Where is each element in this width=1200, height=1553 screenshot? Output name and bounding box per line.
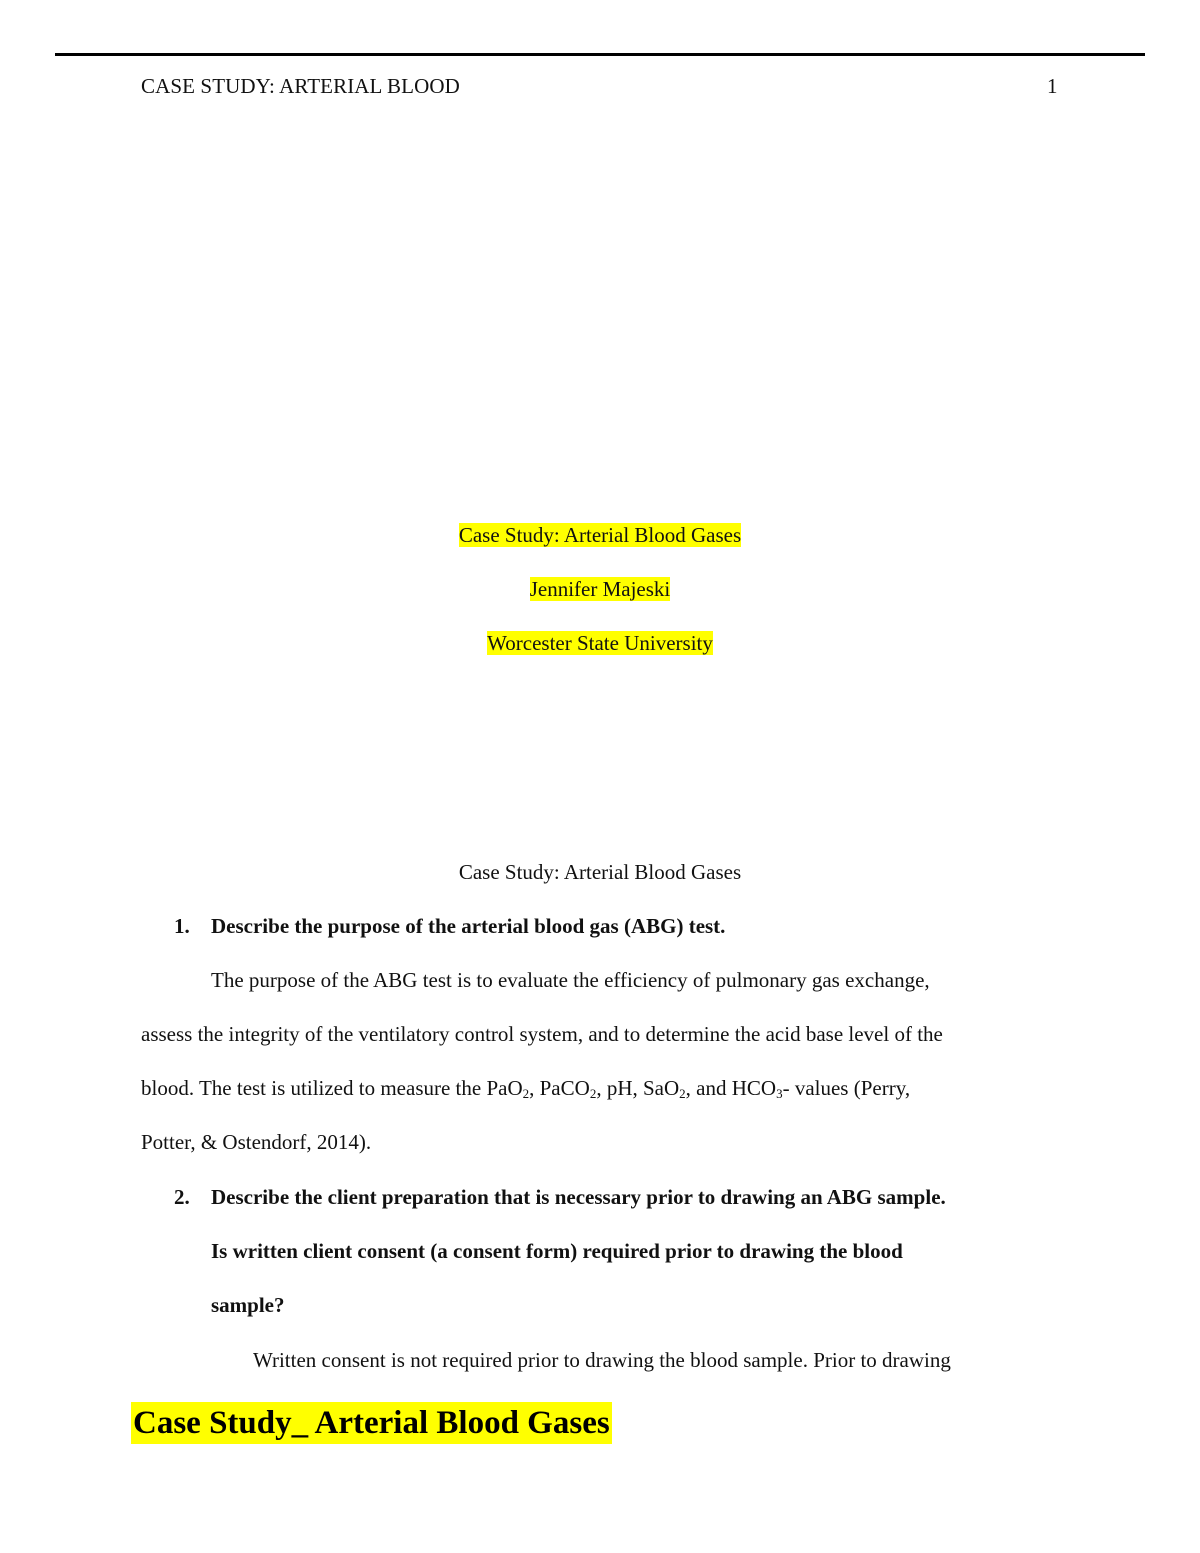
answer-1-line-3-part-e: - values (Perry, — [782, 1076, 911, 1100]
answer-1-line-2: assess the integrity of the ventilatory control system, and to determine the acid base level of the — [141, 1022, 943, 1046]
title-page-institution-line — [0, 629, 1200, 657]
title-page-title: Case Study: Arterial Blood Gases — [458, 523, 742, 547]
answer-1-line-3 — [141, 1074, 910, 1102]
question-2-number: 2. — [174, 1185, 190, 1209]
question-1-number: 1. — [174, 914, 190, 938]
running-head: CASE STUDY: ARTERIAL BLOOD — [141, 74, 460, 98]
title-page-title-line — [0, 521, 1200, 549]
title-page-institution: Worcester State University — [487, 631, 713, 655]
answer-1-line-3-part-b: , PaCO — [529, 1076, 590, 1100]
header-rule — [55, 53, 1145, 56]
answer-1-line-1: The purpose of the ABG test is to evaluate the efficiency of pulmonary gas exchange, — [211, 968, 930, 992]
subscript-3: 3 — [776, 1086, 783, 1101]
question-2-line-3: sample? — [211, 1293, 285, 1317]
subscript-2: 2 — [522, 1086, 530, 1101]
page-number: 1 — [1047, 74, 1058, 98]
question-2-line-2: Is written client consent (a consent form) required prior to drawing the blood — [211, 1239, 903, 1263]
answer-1-line-3-part-a: blood. The test is utilized to measure the PaO — [141, 1076, 523, 1100]
subscript-2: 2 — [679, 1086, 686, 1101]
subscript-2: 2 — [589, 1086, 597, 1101]
question-1-text: Describe the purpose of the arterial blood gas (ABG) test. — [211, 914, 726, 938]
answer-1-line-3-part-c: , pH, SaO — [596, 1076, 680, 1100]
answer-2-line-1: Written consent is not required prior to drawing the blood sample. Prior to drawing — [253, 1348, 951, 1372]
body-heading: Case Study: Arterial Blood Gases — [458, 860, 742, 884]
question-2-line-1: Describe the client preparation that is necessary prior to drawing an ABG sample. — [211, 1185, 946, 1209]
document-title-banner: Case Study_ Arterial Blood Gases — [131, 1402, 612, 1444]
answer-1-line-3-part-d: , and HCO — [685, 1076, 777, 1100]
title-page-author-line — [0, 575, 1200, 603]
answer-1-line-4: Potter, & Ostendorf, 2014). — [141, 1130, 372, 1154]
title-page-author: Jennifer Majeski — [529, 577, 671, 601]
